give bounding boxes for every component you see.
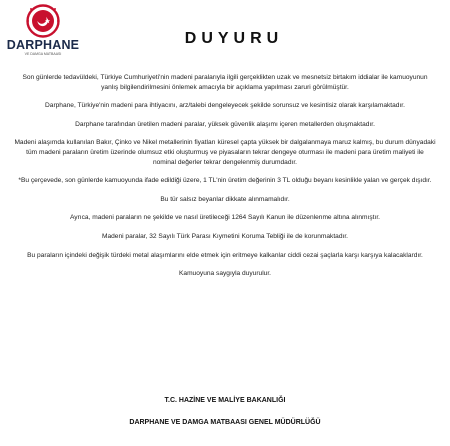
announcement-body (14, 73, 436, 288)
paragraph: Madeni alaşımda kullanılan Bakır, Çinko ve Nikel metallerinin fiyatları küresel çapta yüksek bir dalgalanmaya maruz kalmış, bu durum dünyadaki tüm madeni paraların üretim üzerinde olumsuz etki oluşturmuş ve piyasaların tekrar dengeye oturması ile madeni para üretim maliyeti ile nominal değerler tekrar dengelenmiş durumdadır. (14, 139, 436, 166)
paragraph: Bu paraların içindeki değişik türdeki metal alaşımlarını elde etmek için eritmeye kalkanlar ciddi cezai şaçlarla karşı karşıya kalacaklardır. (27, 251, 423, 259)
paragraph: Darphane, Türkiye'nin madeni para ihtiyacını, arz/talebi dengeleyecek şekilde sorunsuz ve kesintisiz olarak karşılamaktadır. (45, 102, 405, 110)
footer-directorate: DARPHANE VE DAMGA MATBAASI GENEL MÜDÜRLÜĞÜ (129, 419, 321, 426)
footer-ministry: T.C. HAZİNE VE MALİYE BAKANLIĞI (164, 397, 286, 404)
page-title: DUYURU (184, 30, 284, 47)
logo-wordmark: DARPHANE (6, 38, 80, 52)
paragraph: Bu tür salsız beyanlar dikkate alınmamalıdır. (160, 195, 290, 203)
paragraph: Madeni paralar, 32 Sayılı Türk Parası Kıymetini Koruma Tebliği ile de korunmaktadır. (101, 232, 349, 240)
paragraph: Darphane tarafından üretilen madeni paralar, yüksek güvenlik alaşımı içeren metallerden oluşmaktadır. (75, 120, 375, 128)
paragraph: Son günlerde tedavüldeki, Türkiye Cumhuriyeti'nin madeni paralarıyla ilgili gerçeklikten uzak ve mesnetsiz birtakım iddialar ile kamuoyunun yanlış bilgilendirilmesini önlemek amacıyla bir açıklama yapılması zaruri görülmüştür. (22, 74, 428, 91)
paragraph: *Bu çerçevede, son günlerde kamuoyunda ifade edildiği üzere, 1 TL'nin üretim değerinin 3 TL olduğu beyanı kesinlikle yalan ve gerçek dışıdır. (18, 177, 432, 185)
paragraph: Ayrıca, madeni paraların ne şekilde ve nasıl üretileceği 1264 Sayılı Kanun ile düzenlenme altına alınmıştır. (70, 214, 380, 222)
logo-subtext: VE DAMGA MATBAASI (24, 52, 62, 56)
paragraph: Kamuoyuna saygıyla duyurulur. (179, 270, 271, 278)
